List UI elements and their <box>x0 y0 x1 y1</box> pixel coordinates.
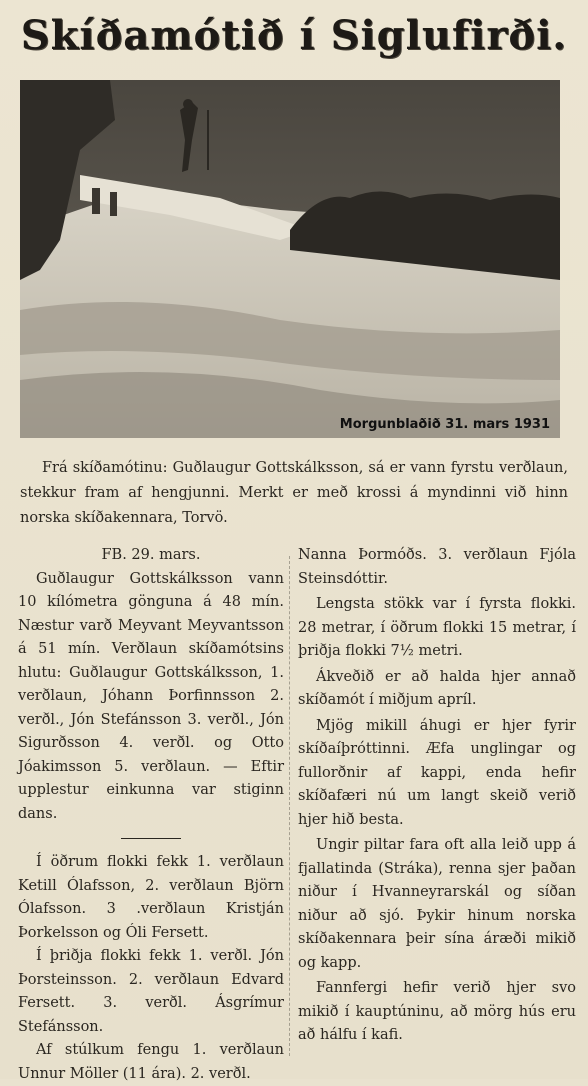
ski-jump-photo <box>20 80 560 438</box>
headline: Skíðamótið í Siglufirði. <box>20 12 568 59</box>
article-paragraph: Í þriðja flokki fekk 1. verðl. Jón Þorsteinsson. 2. verðlaun Edvard Fersett. 3. verðl. Ásgrímur Stefánsson. <box>18 948 284 1035</box>
article-paragraph: Ákveðið er að halda hjer annað skíðamót í miðjum apríl. <box>298 668 576 708</box>
photo-caption: Frá skíðamótinu: Guðlaugur Gottskálksson, sá er vann fyrstu verðlaun, stekkur fram af hengjunni. Merkt er með krossi á myndinni við hinn norska skíðakennara, Torvö. <box>20 460 568 526</box>
photo-illustration <box>20 80 560 438</box>
article-paragraph: Af stúlkum fengu 1. verðlaun Unnur Möller (11 ára). 2. verðl. <box>18 1042 284 1082</box>
article-paragraph: Mjög mikill áhugi er hjer fyrir skíðaíþróttinni. Æfa unglingar og fullorðnir af kappi, enda hefir skíðafæri nú um langt skeið verið hjer hið besta. <box>298 717 576 828</box>
article-paragraph: Guðlaugur Gottskálksson vann 10 kílómetra gönguna á 48 mín. Næstur varð Meyvant Meyvantsson á 51 mín. Verðlaun skíðamótsins hlutu: Guðlaugur Gottskálksson, 1. verðlaun, Jóhann Þorfinnsson 2. verðl., Jón Stefánsson 3. verðl., Jón Sigurðsson 4. verðl. og Otto Jóakimsson 5. verðlaun. — Eftir upplestur einkunna var stiginn dans. <box>18 570 284 822</box>
article-left-column <box>18 544 284 1086</box>
article-paragraph: Lengsta stökk var í fyrsta flokki. 28 metrar, í öðrum flokki 15 metrar, í þriðja flokki 7½ metri. <box>298 596 576 659</box>
dateline: FB. 29. mars. <box>101 547 201 563</box>
article-paragraph: Fannfergi hefir verið hjer svo mikið í kauptúninu, að mörg hús eru að hálfu í kafi. <box>298 980 576 1043</box>
article-right-column <box>298 544 576 1048</box>
article-paragraph: Ungir piltar fara oft alla leið upp á fjallatinda (Stráka), renna sjer þaðan niður í Hvanneyrarskál og síðan niður að sjó. Þykir hinum norska skíðakennara þeir sína áræði mikið og kapp. <box>298 837 576 971</box>
article-paragraph: Í öðrum flokki fekk 1. verðlaun Ketill Ólafsson, 2. verðlaun Björn Ólafsson. 3 .verðlaun Kristján Þorkelsson og Óli Fersett. <box>18 854 284 941</box>
photo-credit: Morgunblaðið 31. mars 1931 <box>339 417 550 432</box>
column-divider <box>289 556 290 1056</box>
section-rule <box>121 838 181 839</box>
article-paragraph: Nanna Þormóðs. 3. verðlaun Fjóla Steinsdóttir. <box>298 547 576 587</box>
